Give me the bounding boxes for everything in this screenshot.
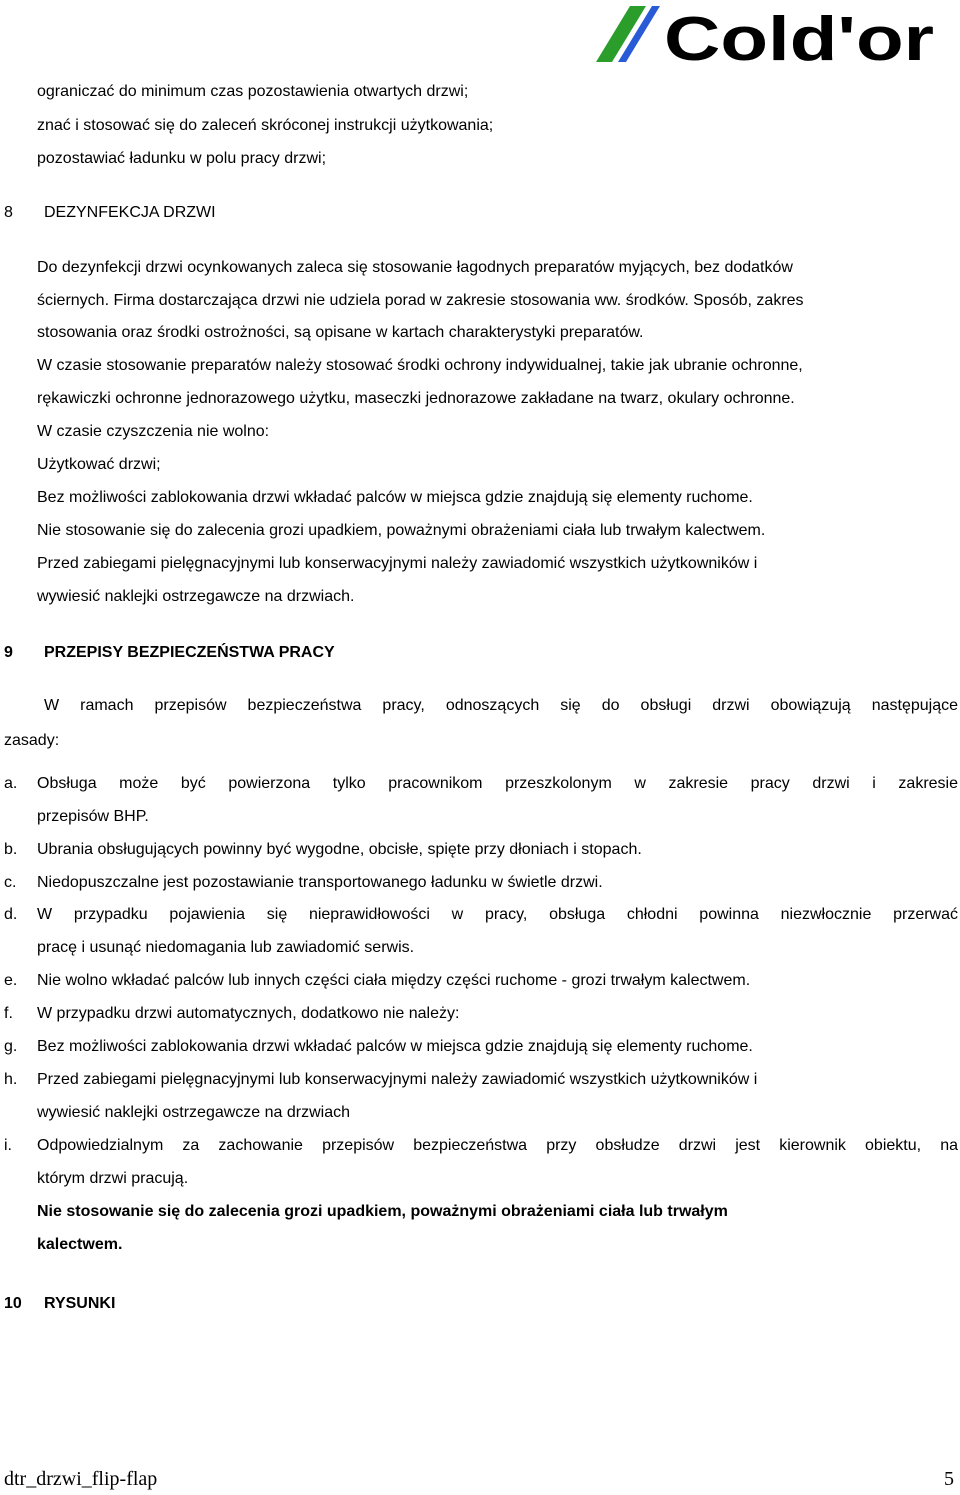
warning-text: kalectwem. [37,1236,123,1253]
list-label: b. [4,841,18,858]
section-8-title: DEZYNFEKCJA DRZWI [44,204,216,221]
list-label: a. [4,775,18,792]
section-8-line: Użytkować drzwi; [37,456,161,473]
list-item-line: Obsługa może być powierzona tylko pracownikom przeszkolonym w zakresie pracy drzwi i zakresie [37,775,958,792]
list-label: i. [4,1137,12,1154]
section-8-line: W czasie stosowanie preparatów należy stosować środki ochrony indywidualnej, takie jak ubranie ochronne, [37,357,803,374]
list-label: g. [4,1038,18,1055]
list-label: d. [4,906,18,923]
section-8-line: stosowania oraz środki ostrożności, są opisane w kartach charakterystyki preparatów. [37,324,644,341]
intro-line: ograniczać do minimum czas pozostawienia otwartych drzwi; [37,83,469,100]
list-item-line: W przypadku pojawienia się nieprawidłowości w pracy, obsługa chłodni powinna niezwłocznie przerwać [37,906,958,923]
section-8-line: Bez możliwości zablokowania drzwi wkładać palców w miejsca gdzie znajdują się elementy ruchome. [37,489,753,506]
section-8-number: 8 [4,204,13,221]
list-item-line: Ubrania obsługujących powinny być wygodne, obcisłe, spięte przy dłoniach i stopach. [37,841,642,858]
section-10-title: RYSUNKI [44,1295,116,1312]
list-item-line: Niedopuszczalne jest pozostawianie transportowanego ładunku w świetle drzwi. [37,874,603,891]
section-8-line: W czasie czyszczenia nie wolno: [37,423,270,440]
intro-line: pozostawiać ładunku w polu pracy drzwi; [37,150,327,167]
section-8-line: Nie stosowanie się do zalecenia grozi upadkiem, poważnymi obrażeniami ciała lub trwałym kalectwem. [37,522,766,539]
list-item-line: W przypadku drzwi automatycznych, dodatkowo nie należy: [37,1005,460,1022]
list-label: c. [4,874,17,891]
section-9-intro: W ramach przepisów bezpieczeństwa pracy, odnoszących się do obsługi drzwi obowiązują następujące [44,697,958,714]
warning-text: Nie stosowanie się do zalecenia grozi upadkiem, poważnymi obrażeniami ciała lub trwałym [37,1203,728,1220]
footer-doc-name: dtr_drzwi_flip-flap [4,1468,158,1490]
list-item-line: pracę i usunąć niedomagania lub zawiadomić serwis. [37,939,415,956]
list-item-line: przepisów BHP. [37,808,149,825]
section-8-line: wywiesić naklejki ostrzegawcze na drzwiach. [37,588,355,605]
section-9-intro-end: zasady: [4,732,60,749]
logo-text: Cold'or [664,5,934,68]
list-item-line: Bez możliwości zablokowania drzwi wkładać palców w miejsca gdzie znajdują się elementy ruchome. [37,1038,753,1055]
intro-line: znać i stosować się do zaleceń skróconej instrukcji użytkowania; [37,117,494,134]
list-item-line: Przed zabiegami pielęgnacyjnymi lub konserwacyjnymi należy zawiadomić wszystkich użytkowników i [37,1071,758,1088]
section-8-line: ściernych. Firma dostarczająca drzwi nie udziela porad w zakresie stosowania ww. środków. Sposób, zakres [37,292,804,309]
list-label: f. [4,1005,13,1022]
section-10-number: 10 [4,1295,22,1312]
list-label: e. [4,972,18,989]
section-8-line: Przed zabiegami pielęgnacyjnymi lub konserwacyjnymi należy zawiadomić wszystkich użytkowników i [37,555,758,572]
section-8-line: rękawiczki ochronne jednorazowego użytku, maseczki jednorazowe zakładane na twarz, okulary ochronne. [37,390,795,407]
list-item-line: wywiesić naklejki ostrzegawcze na drzwiach [37,1104,351,1121]
section-9-title: PRZEPISY BEZPIECZEŃSTWA PRACY [44,644,335,661]
list-item-line: Nie wolno wkładać palców lub innych części ciała między części ruchome - grozi trwałym kalectwem. [37,972,751,989]
coldor-logo [590,4,938,68]
list-item-line: Odpowiedzialnym za zachowanie przepisów bezpieczeństwa przy obsłudze drzwi jest kierownik obiektu, na [37,1137,958,1154]
list-label: h. [4,1071,18,1088]
section-8-line: Do dezynfekcji drzwi ocynkowanych zaleca się stosowanie łagodnych preparatów myjących, bez dodatków [37,259,793,276]
section-9-number: 9 [4,644,13,661]
list-item-line: którym drzwi pracują. [37,1170,189,1187]
footer-page-number: 5 [944,1468,954,1490]
